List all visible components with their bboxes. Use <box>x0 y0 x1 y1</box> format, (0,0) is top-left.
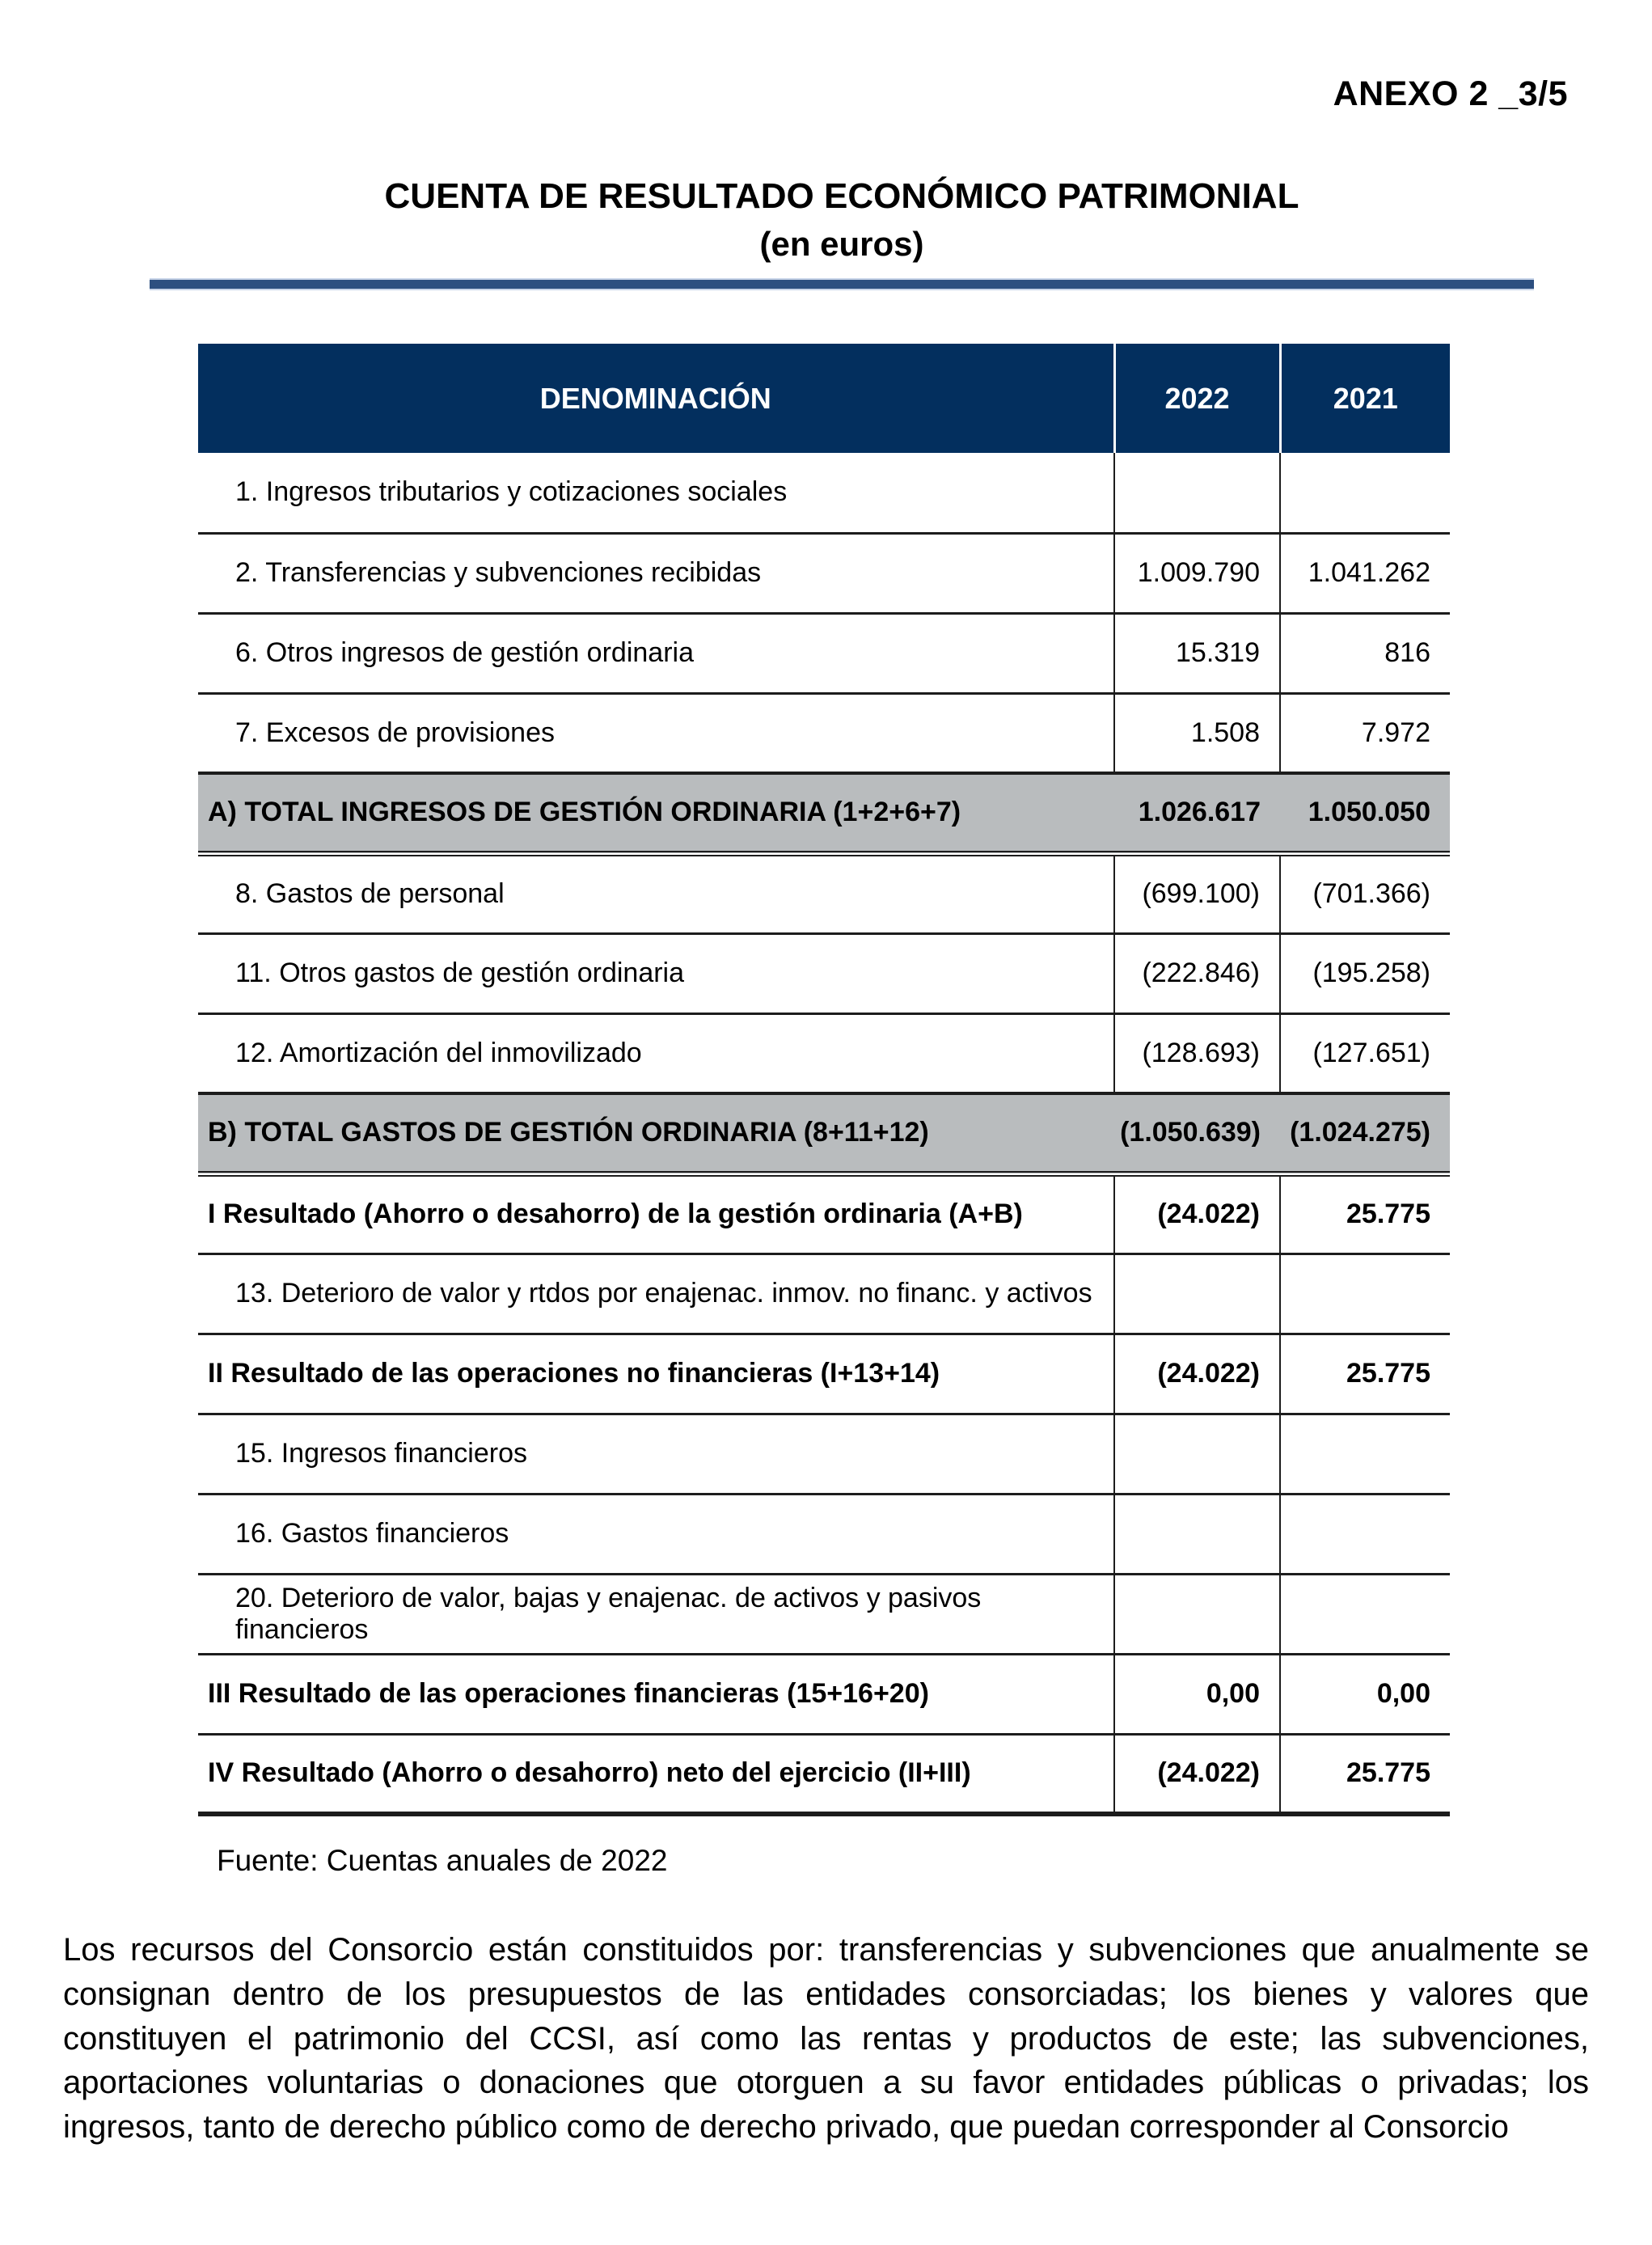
row-label-cell: 11. Otros gastos de gestión ordinaria <box>198 933 1114 1013</box>
value-2022-cell: (1.050.639) <box>1114 1093 1280 1173</box>
row-label-cell: III Resultado de las operaciones financieras (15+16+20) <box>198 1654 1114 1734</box>
value-2021-cell <box>1280 1414 1450 1494</box>
value-2022-cell: (24.022) <box>1114 1334 1280 1414</box>
table-row <box>198 933 1450 1013</box>
row-label-cell: 7. Excesos de provisiones <box>198 693 1114 773</box>
table-row <box>198 1734 1450 1814</box>
value-2022-cell: (24.022) <box>1114 1734 1280 1814</box>
value-2022-cell: (24.022) <box>1114 1173 1280 1254</box>
value-2021-cell: 7.972 <box>1280 693 1450 773</box>
row-label-cell: 15. Ingresos financieros <box>198 1414 1114 1494</box>
source-note: Fuente: Cuentas anuales de 2022 <box>217 1844 668 1877</box>
body-paragraph: Los recursos del Consorcio están constituidos por: transferencias y subvenciones que anualmente se consignan dentro de los presupuestos de las entidades consorciadas; los bienes y valores que constituyen el patrimonio del CCSI, así como las rentas y productos de este; las subvenciones, aportaciones voluntarias o donaciones que otorguen a su favor entidades públicas o privadas; los ingresos, tanto de derecho público como de derecho privado, que puedan corresponder al Consorcio <box>63 1932 1589 2146</box>
page-title: CUENTA DE RESULTADO ECONÓMICO PATRIMONIAL <box>384 176 1299 216</box>
row-label-cell: A) TOTAL INGRESOS DE GESTIÓN ORDINARIA (1+2+6+7) <box>198 773 1114 853</box>
value-2021-cell: (195.258) <box>1280 933 1450 1013</box>
row-label-cell: 20. Deterioro de valor, bajas y enajenac. de activos y pasivos financieros <box>198 1574 1114 1654</box>
page-subtitle: (en euros) <box>759 225 924 263</box>
table-row <box>198 693 1450 773</box>
value-2022-cell <box>1114 1254 1280 1334</box>
header-2022: 2022 <box>1114 344 1280 453</box>
table-row <box>198 1013 1450 1093</box>
value-2022-cell: 1.026.617 <box>1114 773 1280 853</box>
value-2021-cell: 25.775 <box>1280 1334 1450 1414</box>
table-row <box>198 533 1450 613</box>
value-2022-cell <box>1114 1494 1280 1574</box>
table-row <box>198 1173 1450 1254</box>
table-row <box>198 1414 1450 1494</box>
value-2021-cell <box>1280 1574 1450 1654</box>
value-2021-cell <box>1280 453 1450 533</box>
value-2021-cell: 0,00 <box>1280 1654 1450 1734</box>
row-label-cell: I Resultado (Ahorro o desahorro) de la gestión ordinaria (A+B) <box>198 1173 1114 1254</box>
financial-table <box>198 344 1450 1816</box>
table-body <box>198 453 1450 1814</box>
row-label-cell: IV Resultado (Ahorro o desahorro) neto del ejercicio (II+III) <box>198 1734 1114 1814</box>
row-label-cell: 13. Deterioro de valor y rtdos por enajenac. inmov. no financ. y activos <box>198 1254 1114 1334</box>
value-2022-cell <box>1114 453 1280 533</box>
row-label-cell: II Resultado de las operaciones no financieras (I+13+14) <box>198 1334 1114 1414</box>
value-2022-cell: (699.100) <box>1114 853 1280 933</box>
value-2022-cell <box>1114 1574 1280 1654</box>
header-denominacion: DENOMINACIÓN <box>198 344 1114 453</box>
row-label-cell: 16. Gastos financieros <box>198 1494 1114 1574</box>
value-2021-cell: 25.775 <box>1280 1173 1450 1254</box>
title-divider <box>150 278 1534 290</box>
value-2021-cell: (1.024.275) <box>1280 1093 1450 1173</box>
row-label-cell: 12. Amortización del inmovilizado <box>198 1013 1114 1093</box>
value-2022-cell: (222.846) <box>1114 933 1280 1013</box>
table-row <box>198 773 1450 853</box>
table-row <box>198 1334 1450 1414</box>
document-header <box>150 0 1534 290</box>
value-2021-cell: 25.775 <box>1280 1734 1450 1814</box>
table-header-row <box>198 344 1450 453</box>
table-row <box>198 613 1450 693</box>
value-2022-cell: 1.508 <box>1114 693 1280 773</box>
table-row <box>198 1574 1450 1654</box>
value-2022-cell: 1.009.790 <box>1114 533 1280 613</box>
value-2022-cell: 15.319 <box>1114 613 1280 693</box>
row-label-cell: B) TOTAL GASTOS DE GESTIÓN ORDINARIA (8+11+12) <box>198 1093 1114 1173</box>
value-2021-cell: (701.366) <box>1280 853 1450 933</box>
row-label-cell: 2. Transferencias y subvenciones recibidas <box>198 533 1114 613</box>
value-2021-cell <box>1280 1254 1450 1334</box>
table-row <box>198 453 1450 533</box>
row-label-cell: 1. Ingresos tributarios y cotizaciones sociales <box>235 476 788 508</box>
table-row <box>198 1654 1450 1734</box>
table-row <box>198 1093 1450 1173</box>
value-2021-cell: 1.041.262 <box>1280 533 1450 613</box>
value-2021-cell <box>1280 1494 1450 1574</box>
value-2021-cell: (127.651) <box>1280 1013 1450 1093</box>
value-2022-cell <box>1114 1414 1280 1494</box>
table-row <box>198 853 1450 933</box>
value-2022-cell: (128.693) <box>1114 1013 1280 1093</box>
annex-label: ANEXO 2 _3/5 <box>1333 74 1568 113</box>
table-row <box>198 1254 1450 1334</box>
value-2022-cell: 0,00 <box>1114 1654 1280 1734</box>
table-row <box>198 1494 1450 1574</box>
value-2021-cell: 816 <box>1280 613 1450 693</box>
row-label-cell: 6. Otros ingresos de gestión ordinaria <box>198 613 1114 693</box>
row-label-cell: 8. Gastos de personal <box>198 853 1114 933</box>
header-2021: 2021 <box>1280 344 1450 453</box>
value-2021-cell: 1.050.050 <box>1280 773 1450 853</box>
